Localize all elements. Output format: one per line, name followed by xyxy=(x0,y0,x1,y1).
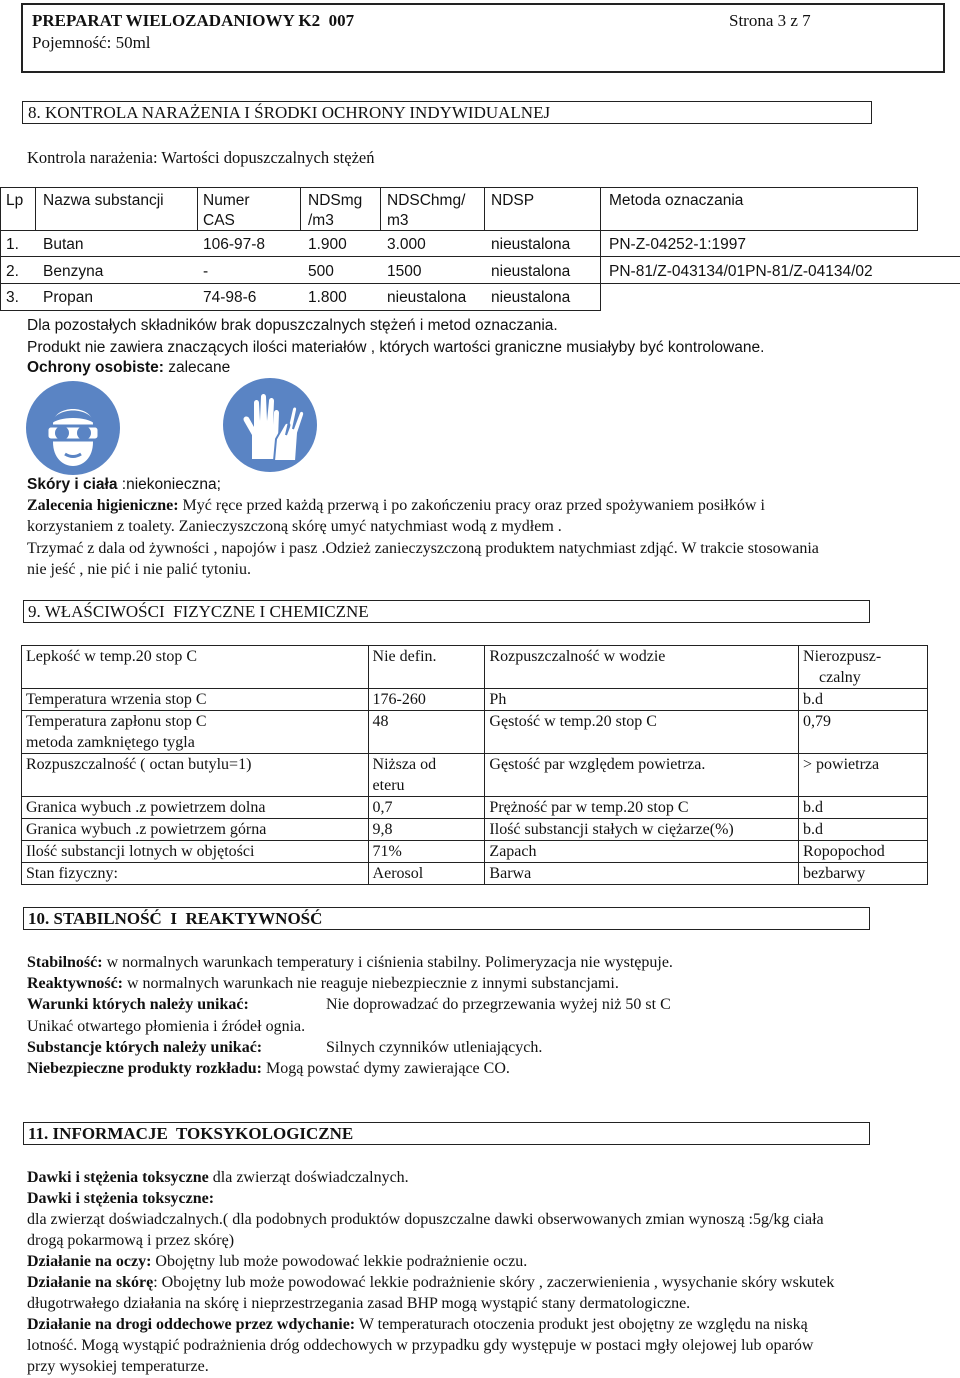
section-10-title: 10. STABILNOŚĆ I REAKTYWNOŚĆ xyxy=(28,909,323,928)
table-cell: Benzyna xyxy=(43,263,104,280)
personal-protection-value: zalecane xyxy=(163,359,231,376)
table-cell: Prężność par w temp.20 stop C xyxy=(485,797,799,819)
table-cell: Ilość substancji lotnych w objętości xyxy=(22,841,369,863)
skin-label: Skóry i ciała xyxy=(27,476,118,493)
personal-protection-label: Ochrony osobiste: xyxy=(27,359,164,376)
cell-line: eteru xyxy=(372,777,405,794)
table-cell: Barwa xyxy=(485,863,799,885)
table-cell: Gęstość w temp.20 stop C xyxy=(485,711,799,754)
col-method: Metoda oznaczania xyxy=(609,192,744,209)
stability-label: Stabilność: xyxy=(27,954,103,971)
table-cell: PN-Z-04252-1:1997 xyxy=(609,236,746,253)
table-row xyxy=(22,754,928,797)
skin-effect-line xyxy=(27,1272,834,1293)
table-cell: Rozpuszczalność ( octan butylu=1) xyxy=(22,754,369,797)
hygiene-line-4: nie jeść , nie pić i nie palić tytoniu. xyxy=(27,561,251,578)
stability-line xyxy=(27,952,673,973)
table-cell xyxy=(799,646,928,689)
skin-effect-label: Działanie na skórę xyxy=(27,1274,154,1291)
table-cell: Granica wybuch .z powietrzem górna xyxy=(22,819,369,841)
table-cell: 500 xyxy=(308,263,334,280)
table-cell xyxy=(22,711,369,754)
respiratory-line-3: przy wysokiej temperaturze. xyxy=(27,1358,209,1375)
table-cell: nieustalona xyxy=(387,289,467,306)
conditions-label: Warunki których należy unikać: xyxy=(27,996,249,1013)
decomposition-value: Mogą powstać dymy zawierające CO. xyxy=(261,1060,510,1077)
skin-effect-line-2: długotrwałego działania na skórę i nieprzestrzegania zasad BHP mogą wystąpić stany dermatologiczne. xyxy=(27,1295,691,1312)
note-no-limits: Dla pozostałych składników brak dopuszczalnych stężeń i metod oznaczania. xyxy=(27,317,558,334)
table-cell: Lepkość w temp.20 stop C xyxy=(22,646,369,689)
reactivity-label: Reaktywność: xyxy=(27,975,123,992)
table-cell: 176-260 xyxy=(368,689,485,711)
reactivity-value: w normalnych warunkach nie reaguje niebezpiecznie z innymi substancjami. xyxy=(123,975,619,992)
table-row: 2. xyxy=(6,263,19,280)
col-ndsch-2: m3 xyxy=(387,212,409,229)
col-cas: Numer xyxy=(203,192,250,209)
table-cell: Ph xyxy=(485,689,799,711)
table-cell: Aerosol xyxy=(368,863,485,885)
cell-line: metoda zamkniętego tygla xyxy=(26,734,195,751)
table-cell: 0,7 xyxy=(368,797,485,819)
substances-value: Silnych czynników utleniających. xyxy=(326,1039,543,1056)
reactivity-line xyxy=(27,973,619,994)
table-row xyxy=(22,797,928,819)
eye-effect-value: Obojętny lub może powodować lekkie podrażnienie oczu. xyxy=(151,1253,528,1270)
table-cell: Granica wybuch .z powietrzem dolna xyxy=(22,797,369,819)
doses-label: Dawki i stężenia toksyczne xyxy=(27,1169,209,1186)
col-nds: NDSmg xyxy=(308,192,363,209)
col-ndsch: NDSChmg/ xyxy=(387,192,466,209)
table-cell: Propan xyxy=(43,289,93,306)
col-nds-2: /m3 xyxy=(308,212,334,229)
table-cell: Ilość substancji stałych w ciężarze(%) xyxy=(485,819,799,841)
table-cell: Stan fizyczny: xyxy=(22,863,369,885)
hygiene-text: Myć ręce przed każdą przerwą i po zakończeniu pracy oraz przed spożywaniem posiłków i xyxy=(178,497,765,514)
doses-text-1: dla zwierząt doświadczalnych.( dla podobnych produktów dopuszczalne dawki obserwowanych zmian wynoszą :5g/kg ciała xyxy=(27,1211,824,1228)
hygiene-line-1 xyxy=(27,495,765,516)
table-cell: Ropopochod xyxy=(799,841,928,863)
respiratory-line-2: lotność. Mogą wystąpić podrażnienia dróg oddechowych w przypadku gdy występuje w postaci mgły olejowej lub oparów xyxy=(27,1337,814,1354)
table-row xyxy=(22,711,928,754)
skin-protection xyxy=(27,474,221,495)
skin-value: :niekonieczna; xyxy=(117,476,221,493)
eye-protection-icon xyxy=(25,380,121,476)
decomposition-line xyxy=(27,1058,510,1079)
table-row xyxy=(22,841,928,863)
cell-line: Niższa od xyxy=(372,756,437,773)
cell-line: czalny xyxy=(819,669,861,686)
note-no-materials: Produkt nie zawiera znaczących ilości materiałów , których wartości graniczne musiałyby być kontrolowane. xyxy=(27,339,765,356)
properties-table xyxy=(21,645,928,885)
eye-effect-label: Działanie na oczy: xyxy=(27,1253,152,1270)
table-cell: Zapach xyxy=(485,841,799,863)
table-row xyxy=(22,863,928,885)
table-cell: Rozpuszczalność w wodzie xyxy=(485,646,799,689)
table-cell: 0,79 xyxy=(799,711,928,754)
table-cell: 48 xyxy=(368,711,485,754)
table-row xyxy=(22,689,928,711)
table-cell: bezbarwy xyxy=(799,863,928,885)
conditions-value: Nie doprowadzać do przegrzewania wyżej niż 50 st C xyxy=(326,996,671,1013)
table-cell: nieustalona xyxy=(491,263,571,280)
eye-effect-line xyxy=(27,1251,527,1272)
table-cell: 1500 xyxy=(387,263,422,280)
section-9-title: 9. WŁAŚCIWOŚCI FIZYCZNE I CHEMICZNE xyxy=(28,602,369,621)
gloves-icon xyxy=(222,377,318,473)
section-8-title: 8. KONTROLA NARAŻENIA I ŚRODKI OCHRONY INDYWIDUALNEJ xyxy=(28,103,551,122)
respiratory-line xyxy=(27,1314,808,1335)
respiratory-value: W temperaturach otoczenia produkt jest obojętny ze względu na niską xyxy=(355,1316,808,1333)
table-cell: 1.800 xyxy=(308,289,347,306)
conditions-value-2: Unikać otwartego płomienia i źródeł ognia. xyxy=(27,1018,306,1035)
table-cell: 71% xyxy=(368,841,485,863)
doses-value: dla zwierząt doświadczalnych. xyxy=(208,1169,409,1186)
page-number: Strona 3 z 7 xyxy=(729,11,811,30)
exposure-subtitle: Kontrola narażenia: Wartości dopuszczalnych stężeń xyxy=(27,148,375,167)
table-cell: Temperatura wrzenia stop C xyxy=(22,689,369,711)
table-cell: Gęstość par względem powietrza. xyxy=(485,754,799,797)
table-row: 1. xyxy=(6,236,19,253)
table-cell: 74-98-6 xyxy=(203,289,257,306)
table-cell: b.d xyxy=(799,819,928,841)
table-row xyxy=(22,819,928,841)
col-name: Nazwa substancji xyxy=(43,192,164,209)
table-cell: nieustalona xyxy=(491,289,571,306)
product-title: PREPARAT WIELOZADANIOWY K2 007 xyxy=(32,11,355,30)
skin-effect-value: : Obojętny lub może powodować lekkie podrażnienie skóry , zaczerwienienia , wysychanie skóry wskutek xyxy=(153,1274,835,1291)
substances-label: Substancje których należy unikać: xyxy=(27,1039,263,1056)
cell-line: Nierozpusz- xyxy=(803,648,882,665)
table-cell: 1.900 xyxy=(308,236,347,253)
table-cell: 9,8 xyxy=(368,819,485,841)
table-cell: 3.000 xyxy=(387,236,426,253)
table-cell: - xyxy=(203,263,209,280)
table-row: 3. xyxy=(6,289,19,306)
doses-label-2: Dawki i stężenia toksyczne: xyxy=(27,1190,215,1207)
decomposition-label: Niebezpieczne produkty rozkładu: xyxy=(27,1060,262,1077)
table-cell: > powietrza xyxy=(799,754,928,797)
cell-line: Temperatura zapłonu stop C xyxy=(26,713,207,730)
doses-line-1 xyxy=(27,1167,409,1188)
table-cell: 106-97-8 xyxy=(203,236,266,253)
doses-text-2: drogą pokarmową i przez skórę) xyxy=(27,1232,235,1249)
col-ndsp: NDSP xyxy=(491,192,535,209)
hygiene-line-2: korzystaniem z toalety. Zanieczyszczoną skórę umyć natychmiast wodą z mydłem . xyxy=(27,518,562,535)
table-cell: Nie defin. xyxy=(368,646,485,689)
table-cell xyxy=(368,754,485,797)
table-cell: b.d xyxy=(799,797,928,819)
stability-value: w normalnych warunkach temperatury i ciśnienia stabilny. Polimeryzacja nie występuje. xyxy=(102,954,673,971)
col-cas-2: CAS xyxy=(203,212,235,229)
personal-protection xyxy=(27,357,230,378)
table-row xyxy=(22,646,928,689)
table-cell: PN-81/Z-043134/01PN-81/Z-04134/02 xyxy=(609,263,873,280)
respiratory-label: Działanie na drogi oddechowe przez wdychanie: xyxy=(27,1316,356,1333)
table-cell: nieustalona xyxy=(491,236,571,253)
hygiene-line-3: Trzymać z dala od żywności , napojów i pasz .Odzież zanieczyszczoną produktem natychmiast zdjąć. W trakcie stosowania xyxy=(27,540,819,557)
section-11-title: 11. INFORMACJE TOKSYKOLOGICZNE xyxy=(28,1124,354,1143)
table-cell: b.d xyxy=(799,689,928,711)
product-capacity: Pojemność: 50ml xyxy=(32,33,151,52)
table-cell: Butan xyxy=(43,236,84,253)
hygiene-label: Zalecenia higieniczne: xyxy=(27,497,179,514)
col-lp: Lp xyxy=(6,192,24,209)
